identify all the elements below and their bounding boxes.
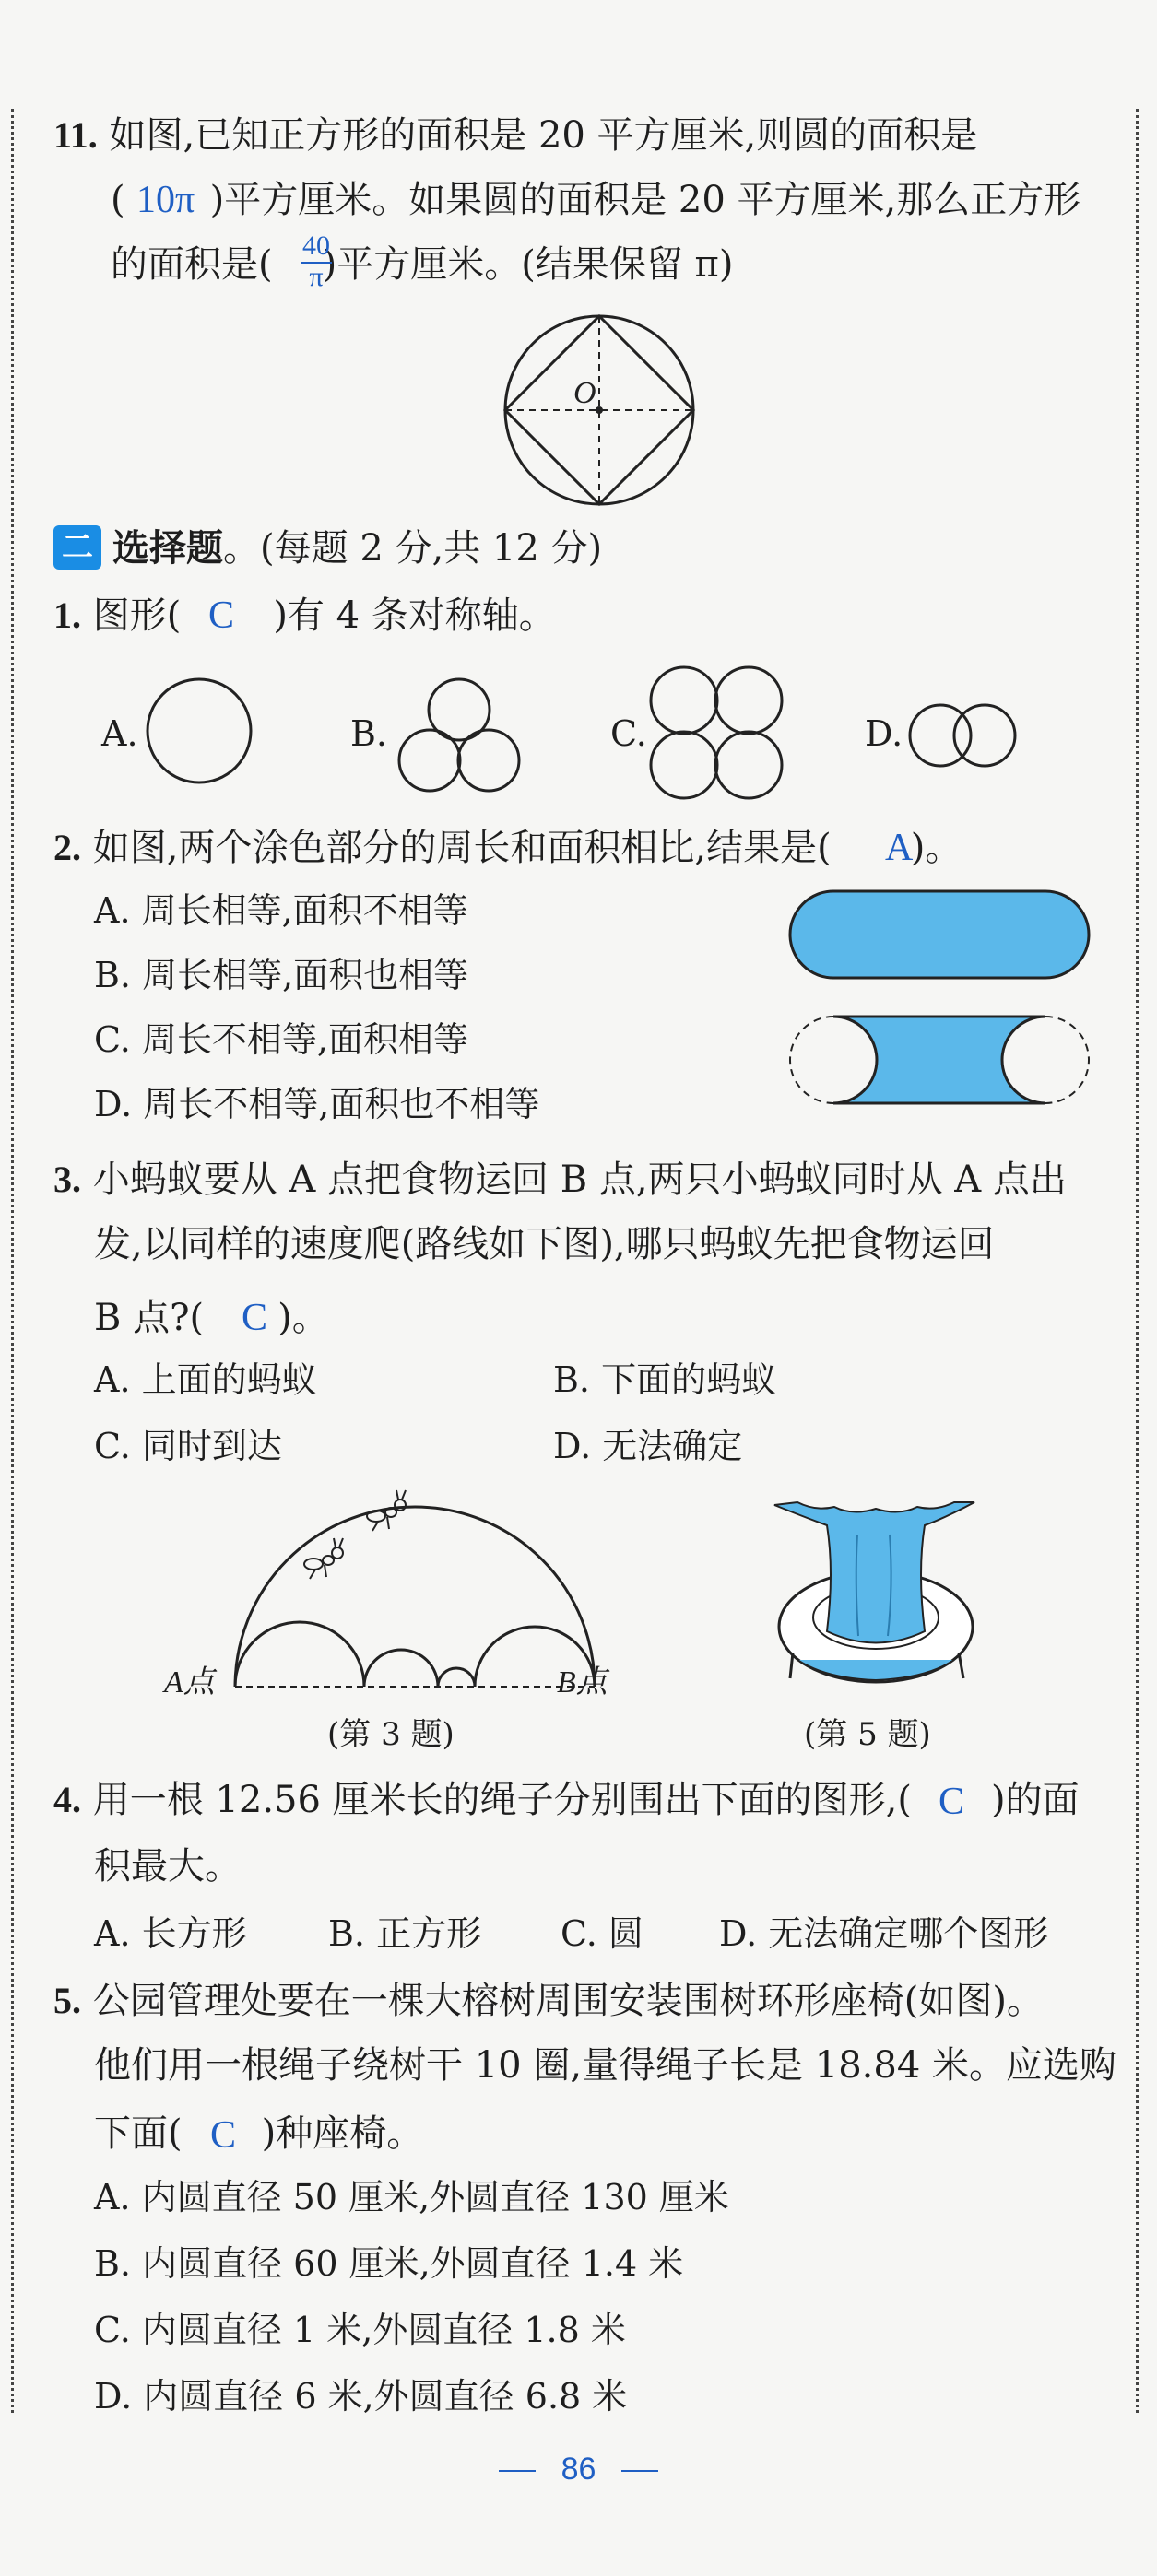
q2-option-c: C. 周长不相等,面积相等 bbox=[94, 1019, 468, 1060]
q11-center-dot bbox=[596, 406, 603, 414]
q3-line3-end: )。 bbox=[277, 1297, 329, 1339]
q1-number: 1. bbox=[53, 594, 81, 636]
q11-center-label: O bbox=[573, 376, 596, 410]
q1-a-circle bbox=[148, 679, 251, 782]
q3-line1-text: 小蚂蚁要从 A 点把食物运回 B 点,两只小蚂蚁同时从 A 点出 bbox=[92, 1159, 1067, 1201]
q1-figure-c bbox=[647, 664, 785, 802]
q11-line3-rest: )平方厘米。(结果保留 π) bbox=[322, 243, 734, 286]
q1-text-end: )有 4 条对称轴。 bbox=[273, 594, 556, 637]
footer-dash-left bbox=[499, 2470, 536, 2472]
q3-number: 3. bbox=[53, 1159, 81, 1200]
q3-small-arc-2 bbox=[364, 1650, 438, 1687]
q3-large-semicircle bbox=[235, 1507, 595, 1687]
q2-right-dashed-arc bbox=[1045, 1017, 1089, 1103]
q11-number: 11. bbox=[53, 114, 98, 156]
q3-upper-ant-icon bbox=[367, 1490, 406, 1531]
q2-number: 2. bbox=[53, 827, 81, 868]
q11-line2 bbox=[111, 177, 1080, 223]
q1-b-circle-left bbox=[399, 730, 460, 791]
q1-text-start: 图形( bbox=[92, 594, 182, 637]
q4-option-a: A. 长方形 bbox=[94, 1913, 247, 1954]
q1-b-circle-right bbox=[458, 730, 519, 791]
q4-line1-start: 用一根 12.56 厘米长的绳子分别围出下面的图形,( bbox=[92, 1779, 912, 1821]
q4-option-d: D. 无法确定哪个图形 bbox=[719, 1913, 1049, 1954]
q5-line3-end: )种座椅。 bbox=[261, 2112, 424, 2155]
q3-line2: 发,以同样的速度爬(路线如下图),哪只蚂蚁先把食物运回 bbox=[94, 1223, 995, 1265]
q11-circle-square-figure bbox=[498, 309, 701, 512]
q1-stem bbox=[53, 593, 556, 639]
q1-c-circle-1 bbox=[651, 667, 717, 734]
q11-answer-2-denominator: π bbox=[309, 262, 324, 292]
q4-option-c: C. 圆 bbox=[561, 1913, 643, 1954]
q5-line1 bbox=[53, 1978, 1044, 2024]
q5-option-c: C. 内圆直径 1 米,外圆直径 1.8 米 bbox=[94, 2310, 626, 2350]
q1-d-circle-right bbox=[954, 705, 1015, 766]
q1-c-circle-2 bbox=[715, 667, 782, 734]
q3-line1 bbox=[53, 1157, 1067, 1203]
q11-answer-1: 10π bbox=[136, 179, 195, 221]
section-note: 。(每题 2 分,共 12 分) bbox=[223, 527, 603, 570]
q1-figure-d bbox=[907, 702, 1018, 769]
footer-dash-right bbox=[621, 2470, 658, 2472]
q5-option-b: B. 内圆直径 60 厘米,外圆直径 1.4 米 bbox=[94, 2243, 684, 2284]
q1-option-d-label: D. bbox=[865, 713, 903, 754]
q2-figure bbox=[788, 889, 1092, 1124]
q4-line2: 积最大。 bbox=[94, 1845, 242, 1888]
q3-lower-ant-icon bbox=[304, 1538, 343, 1579]
q2-option-a: A. 周长相等,面积不相等 bbox=[94, 890, 468, 931]
q3-point-a-label: A点 bbox=[164, 1665, 215, 1700]
q3-line3-start: B 点?( bbox=[94, 1297, 205, 1339]
q11-answer-2-numerator: 40 bbox=[302, 230, 330, 261]
q11-line3 bbox=[111, 241, 733, 288]
section-header bbox=[112, 525, 602, 571]
q2-option-b: B. 周长相等,面积也相等 bbox=[94, 955, 469, 995]
section-badge: 二 bbox=[53, 525, 101, 570]
page-footer bbox=[0, 2452, 1157, 2488]
q3-point-b-label: B点 bbox=[557, 1665, 608, 1700]
q3-option-b: B. 下面的蚂蚁 bbox=[553, 1359, 777, 1400]
q2-top-stadium-shape bbox=[790, 891, 1089, 978]
q2-bottom-concave-shape bbox=[833, 1017, 1045, 1103]
q2-stem bbox=[53, 825, 962, 871]
q5-line1-text: 公园管理处要在一棵大榕树周围安装围树环形座椅(如图)。 bbox=[92, 1980, 1044, 2022]
q11-line2-rest: )平方厘米。如果圆的面积是 20 平方厘米,那么正方形 bbox=[209, 179, 1081, 221]
q5-option-d: D. 内圆直径 6 米,外圆直径 6.8 米 bbox=[94, 2376, 628, 2417]
q3-line3 bbox=[94, 1295, 329, 1341]
q3-option-a: A. 上面的蚂蚁 bbox=[94, 1359, 317, 1400]
q11-line1-text: 如图,已知正方形的面积是 20 平方厘米,则圆的面积是 bbox=[109, 114, 978, 157]
q2-option-d: D. 周长不相等,面积也不相等 bbox=[94, 1084, 540, 1124]
right-dotted-border bbox=[1136, 109, 1139, 2413]
q1-option-a-label: A. bbox=[101, 713, 138, 754]
q11-line1 bbox=[53, 112, 977, 159]
q2-text-start: 如图,两个涂色部分的周长和面积相比,结果是( bbox=[92, 827, 832, 869]
q3-small-arc-1 bbox=[235, 1622, 364, 1687]
q3-option-c: C. 同时到达 bbox=[94, 1426, 282, 1466]
q4-number: 4. bbox=[53, 1779, 81, 1820]
q5-figure-caption: (第 5 题) bbox=[804, 1716, 931, 1753]
q3-figure-caption: (第 3 题) bbox=[327, 1716, 455, 1753]
q3-small-arc-3 bbox=[438, 1668, 475, 1687]
q2-left-dashed-arc bbox=[790, 1017, 833, 1103]
q5-figure bbox=[770, 1498, 982, 1700]
q2-answer: A bbox=[885, 827, 914, 869]
q3-figure bbox=[221, 1488, 608, 1700]
q3-answer: C bbox=[242, 1297, 268, 1339]
q1-c-circle-4 bbox=[715, 732, 782, 798]
q4-line1-end: )的面 bbox=[990, 1779, 1080, 1821]
q3-option-d: D. 无法确定 bbox=[553, 1426, 743, 1466]
q5-number: 5. bbox=[53, 1980, 81, 2021]
section-title: 选择题 bbox=[112, 527, 223, 570]
q1-figure-a bbox=[146, 677, 256, 788]
page-number: 86 bbox=[561, 2452, 596, 2487]
q1-c-circle-3 bbox=[651, 732, 717, 798]
q4-line1 bbox=[53, 1777, 1080, 1823]
q1-option-c-label: C. bbox=[610, 713, 647, 754]
q2-text-end: )。 bbox=[910, 827, 962, 869]
q5-option-a: A. 内圆直径 50 厘米,外圆直径 130 厘米 bbox=[94, 2177, 729, 2217]
q5-line2: 他们用一根绳子绕树干 10 圈,量得绳子长是 18.84 米。应选购 bbox=[94, 2044, 1116, 2087]
q4-option-b: B. 正方形 bbox=[328, 1913, 482, 1954]
q11-paren-open: ( bbox=[111, 179, 125, 221]
q5-line3-start: 下面( bbox=[94, 2112, 183, 2155]
q4-answer: C bbox=[939, 1781, 965, 1823]
q1-option-b-label: B. bbox=[350, 713, 388, 754]
q5-line3 bbox=[94, 2111, 423, 2157]
q1-answer: C bbox=[208, 594, 235, 637]
left-dotted-border bbox=[11, 109, 14, 2413]
q5-bench-shadow bbox=[797, 1660, 954, 1680]
q1-figure-b bbox=[395, 677, 524, 793]
q11-line3-start: 的面积是( bbox=[111, 243, 273, 286]
q5-answer: C bbox=[210, 2114, 237, 2157]
